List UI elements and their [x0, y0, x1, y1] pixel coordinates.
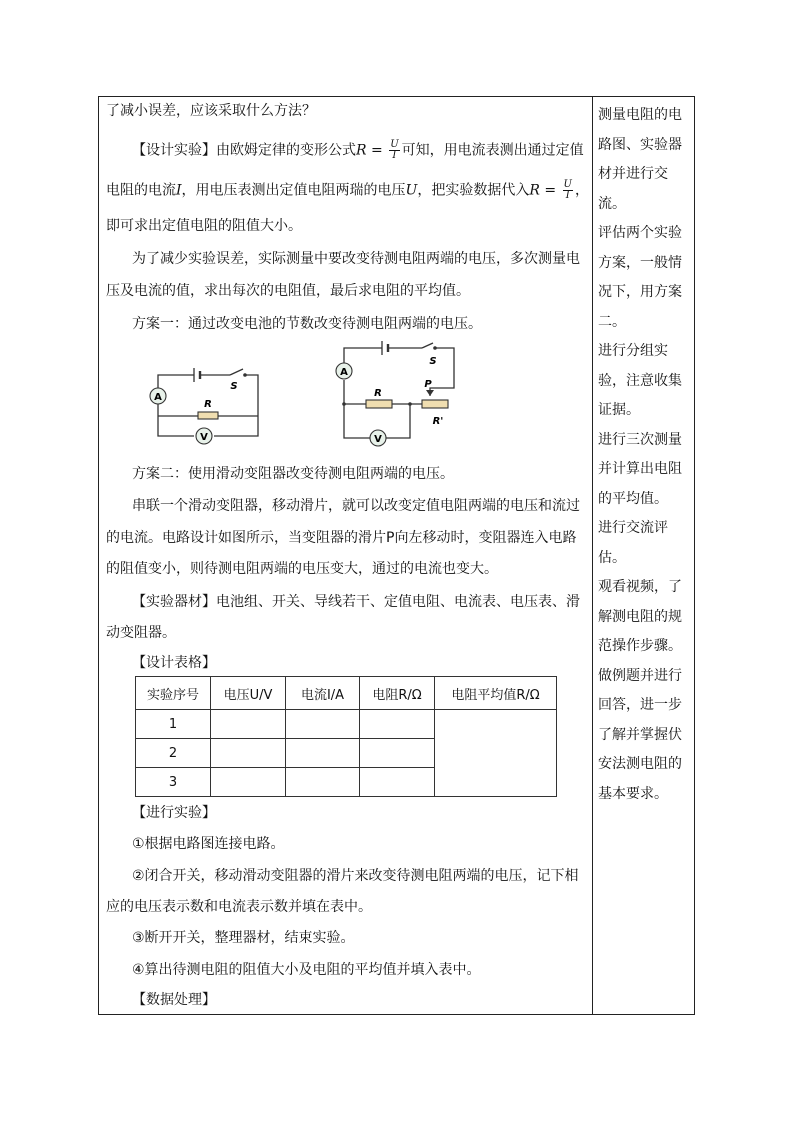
sidebar-line: 范操作步骤。: [598, 638, 682, 654]
table-header-row: [136, 677, 557, 710]
sidebar-line: 的平均值。: [598, 490, 668, 507]
step-four: ④算出待测电阻的阻值大小及电阻的平均值并填入表中。: [132, 962, 481, 978]
switch-label: S: [429, 356, 437, 367]
voltmeter-label: V: [200, 432, 208, 443]
voltmeter-label: V: [374, 434, 382, 445]
formula-r: R: [356, 142, 367, 159]
table-cell: [286, 710, 360, 739]
resistor-icon: [198, 412, 218, 419]
symbol-u: U: [405, 182, 418, 199]
sidebar-line: 材并进行交: [598, 166, 668, 182]
table-header: 电阻R/Ω: [360, 677, 435, 710]
sidebar-line: 基本要求。: [598, 785, 668, 802]
para3-line2: 的电流。电路设计如图所示，当变阻器的滑片P向左移动时，变阻器连入电路: [106, 530, 577, 546]
table-cell: [360, 710, 435, 739]
para2-line2: 压及电流的值，求出每次的电阻值，最后求电阻的平均值。: [106, 283, 470, 299]
para3-line3: 的阻值变小，则待测电阻两端的电压变大，通过的电流也变大。: [106, 561, 498, 577]
sidebar-line: 进行分组实: [598, 343, 668, 359]
table-cell-index: 3: [136, 768, 211, 797]
equipment-line1: 【实验器材】电池组、开关、导线若干、定值电阻、电流表、电压表、滑: [132, 594, 580, 610]
formula-r: R: [529, 182, 540, 199]
text-segment: ，把实验数据代入: [417, 182, 530, 199]
table-cell-index: 1: [136, 710, 211, 739]
table-cell-average: [435, 710, 557, 797]
fraction-numerator: U: [390, 139, 399, 150]
sidebar-line: 观看视频，了: [598, 579, 682, 595]
data-processing-title: 【数据处理】: [132, 992, 216, 1008]
table-cell-index: 2: [136, 739, 211, 768]
fraction-numerator: U: [563, 179, 572, 190]
resistor-label: R: [374, 388, 382, 399]
ammeter-label: A: [154, 392, 162, 403]
slider-arrow-icon: [426, 390, 434, 396]
fraction-denominator: I: [392, 150, 397, 161]
sidebar-line: 安法测电阻的: [598, 756, 682, 772]
sidebar-line: 了解并掌握伏: [598, 726, 682, 743]
sidebar-line: 并计算出电阻: [598, 461, 682, 477]
sidebar-line: 路图、实验器: [598, 136, 682, 153]
sidebar-line: 流。: [598, 195, 626, 212]
scheme-two: 方案二：使用滑动变阻器改变待测电阻两端的电压。: [132, 466, 454, 482]
sidebar-line: 回答，进一步: [598, 697, 682, 713]
sidebar-line: 估。: [598, 549, 626, 566]
table-header: 电压U/V: [211, 677, 286, 710]
step-one: ①根据电路图连接电路。: [132, 836, 285, 852]
symbol-i: I: [176, 182, 182, 199]
table-header: 实验序号: [136, 677, 211, 710]
formula-equals: =: [539, 182, 561, 199]
sidebar-line: 解测电阻的规: [598, 608, 682, 625]
design-line-3: [106, 180, 589, 201]
formula-fraction: [389, 140, 399, 161]
sidebar-line: 进行三次测量: [598, 431, 682, 448]
table-title: 【设计表格】: [132, 655, 216, 671]
sidebar-line: 二。: [598, 313, 626, 330]
sidebar-line: 证据。: [598, 402, 640, 418]
table-cell: [360, 739, 435, 768]
circuit-diagram-two: [330, 338, 460, 448]
table-cell: [211, 768, 286, 797]
table-cell: [211, 710, 286, 739]
intro-question: 了减小误差，应该采取什么方法？: [106, 103, 316, 119]
sidebar-line: 况下，用方案: [598, 284, 682, 300]
equipment-line2: 动变阻器。: [106, 625, 176, 641]
scheme-one: 方案一：通过改变电池的节数改变待测电阻两端的电压。: [132, 316, 482, 332]
design-table: [135, 676, 557, 797]
design-experiment-line: [132, 140, 584, 161]
design-line-4: 即可求出定值电阻的阻值大小。: [106, 218, 302, 234]
table-cell: [286, 739, 360, 768]
para2-line1: 为了减少实验误差，实际测量中要改变待测电阻两端的电压，多次测量电: [132, 251, 580, 267]
para3-line1: 串联一个滑动变阻器，移动滑片，就可以改变定值电阻两端的电压和流过: [132, 498, 580, 514]
sidebar-line: 验，注意收集: [598, 372, 682, 389]
table-header: 电阻平均值R/Ω: [435, 677, 557, 710]
step-three: ③断开开关，整理器材，结束实验。: [132, 930, 355, 946]
table-cell: [360, 768, 435, 797]
slider-label: P: [424, 379, 432, 390]
text-segment: ，: [574, 182, 589, 199]
ammeter-label: A: [340, 367, 348, 378]
sidebar-line: 进行交流评: [598, 520, 668, 536]
formula-equals: =: [366, 142, 388, 159]
design-experiment-text: 【设计实验】由欧姆定律的变形公式: [132, 142, 356, 159]
rheostat-label: R': [432, 416, 444, 427]
rheostat-icon: [422, 400, 448, 408]
text-segment: ，用电压表测出定值电阻两瑞的电压: [181, 182, 406, 199]
step-two-line1: ②闭合开关，移动滑动变阻器的滑片来改变待测电阻两端的电压，记下相: [132, 868, 579, 884]
sidebar-line: 做例题并进行: [598, 667, 682, 684]
column-divider: [592, 96, 593, 1015]
fraction-denominator: I: [565, 190, 570, 201]
switch-label: S: [230, 381, 238, 392]
sidebar-line: 评估两个实验: [598, 225, 682, 241]
table-row: [136, 710, 557, 739]
sidebar-line: 测量电阻的电: [598, 107, 682, 123]
step-two-line2: 应的电压表示数和电流表示数并填在表中。: [106, 899, 372, 915]
text-segment: 电阻的电流: [106, 182, 176, 199]
procedure-title: 【进行实验】: [132, 805, 216, 821]
table-cell: [286, 768, 360, 797]
design-experiment-text-2: 可知，用电流表测出通过定值: [401, 142, 584, 159]
table-header: 电流I/A: [286, 677, 360, 710]
resistor-label: R: [204, 399, 212, 410]
circuit-diagram-one: [140, 360, 270, 445]
resistor-icon: [366, 400, 392, 408]
sidebar-notes: [598, 101, 690, 809]
formula-fraction: [563, 180, 573, 201]
sidebar-line: 方案，一般情: [598, 254, 682, 271]
table-cell: [211, 739, 286, 768]
